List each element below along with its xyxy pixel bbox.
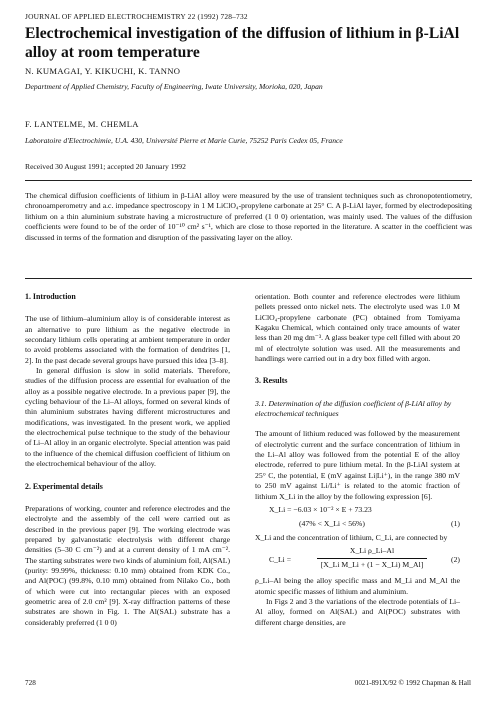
equation-1-line-2: (47% < X_Li < 56%) (299, 518, 365, 528)
paper-title: Electrochemical investigation of the diffusion of lithium in β-LiAl alloy at room temperature (25, 25, 460, 61)
right-column (255, 292, 460, 628)
section-heading-introduction: 1. Introduction (25, 292, 76, 301)
experimental-paragraph: Preparations of working, counter and reference electrodes and the electrolyte and the assembly of the cell were carried out as described in the previous paper [9]. The working electrode was prepared by galvanostatic electrolysis with different charge densities (5–30 C cm⁻²) and at a current density of 1 mA cm⁻². The starting substrates were two kinds of aluminium foil, Al(SAL) (purity: 99.99%, thickness: 0.10 mm) obtained from KDK Co., and Al(POC) (99.8%, 0.10 mm) obtained from Nilako Co., both of which were cut into rectangular pieces with an exposed geometric area of 2.0 cm² [9]. X-ray diffraction patterns of these substrates are shown in Fig. 1. The Al(SAL) substrate has a considerably preferred (1 0 0) (25, 503, 230, 627)
left-column (25, 292, 230, 628)
equation-2-fraction (317, 546, 427, 570)
authors-group-1: N. KUMAGAI, Y. KIKUCHI, K. TANNO (25, 66, 181, 76)
equation-1 (255, 505, 460, 519)
top-divider (25, 180, 472, 181)
equation-2 (255, 546, 460, 576)
equation-2-number: (2) (451, 555, 460, 565)
equation-1-number: (1) (451, 518, 460, 528)
results-paragraph-3: ρ_Li–Al being the alloy specific mass and M_Li and M_Al the atomic specific masses of lithium and aluminium. (255, 576, 460, 596)
copyright-line: 0021-891X/92 © 1992 Chapman & Hall (354, 679, 471, 687)
equation-1-line-1: X_Li = −6.03 × 10⁻² × E + 73.23 (269, 504, 372, 514)
affiliation-1: Department of Applied Chemistry, Faculty of Engineering, Iwate University, Morioka, 020, Japan (25, 82, 323, 91)
results-paragraph-2: X_Li and the concentration of lithium, C_Li, are connected by (255, 532, 448, 542)
subsection-heading: 3.1. Determination of the diffusion coefficient of β-LiAl alloy by electrochemical techniques (255, 398, 452, 419)
intro-paragraph-1: The use of lithium–aluminium alloy is of considerable interest as an alternative to pure lithium as the negative electrode in secondary lithium cells operating at ambient temperature in order to avoid problems associated with the formation of dendrites [1, 2]. In the past decade several groups have pursued this idea [3–8]. (25, 314, 230, 365)
experimental-paragraph-continued: orientation. Both counter and reference electrodes were lithium pellets pressed onto nickel nets. The electrolyte used was 1.0 M LiClO₄-propylene carbonate (PC) obtained from Tomiyama Kagaku Chemical, which contained only trace amounts of water less than 20 mg dm⁻³. A glass beaker type cell filled with about 20 ml of electrolyte solution was used. All the measurements and handlings were carried out in a dry box filled with argon. (255, 292, 460, 364)
affiliation-2: Laboratoire d'Electrochimie, U.A. 430, Université Pierre et Marie Curie, 75252 Paris Cedex 05, France (25, 136, 343, 145)
abstract: The chemical diffusion coefficients of lithium in β-LiAl alloy were measured by the use of transient techniques such as chronopotentiometry, chronoamperometry and a.c. impedance spectroscopy in 1 M LiClO₄-propylene carbonate at 25° C. A β-LiAl layer, formed by electrodepositing lithium on a thin aluminium substrate having a microstructure of preferred (1 0 0) orientation, was mainly used. The values of the diffusion coefficients were found to be of the order of 10⁻¹⁰ cm² s⁻¹, which are close to those reported in the literature. A scatter in the coefficient was discussed in terms of the formation and disruption of the passivating layer on the alloy. (25, 191, 472, 242)
received-dates: Received 30 August 1991; accepted 20 January 1992 (25, 162, 186, 171)
section-heading-experimental: 2. Experimental details (25, 481, 103, 491)
equation-2-lhs: C_Li = (269, 555, 292, 565)
equation-1-condition (255, 519, 460, 533)
equation-2-denominator: [X_Li M_Li + (1 − X_Li) M_Al] (320, 559, 424, 569)
results-paragraph-4: In Figs 2 and 3 the variations of the electrode potentials of Li–Al alloy, formed on Al(SAL) and Al(POC) substrates with different charge densities, are (255, 596, 460, 627)
abstract-divider (25, 278, 472, 279)
results-paragraph-1: The amount of lithium reduced was followed by the measurement of electrolytic current and the surface concentration of lithium in the Li–Al alloy was followed from the potential E of the alloy electrode, referred to pure lithium metal. In the β-LiAl system at 25° C, the potential, E (mV against Li|Li⁺), in the range 380 mV to 250 mV against Li/Li⁺ is related to the atomic fraction of lithium X_Li in the alloy by the following expression [6]. (255, 429, 460, 501)
journal-header: JOURNAL OF APPLIED ELECTROCHEMISTRY 22 (1992) 728–732 (25, 12, 248, 21)
equation-2-numerator: X_Li ρ_Li–Al (317, 546, 427, 558)
intro-paragraph-2: In general diffusion is slow in solid materials. Therefore, studies of the diffusion process are essential for evaluation of the alloy as a possible negative electrode. In a previous paper [9], the cycling behaviour of the Li–Al alloys, formed on several kinds of thin aluminium substrates having different microstructures and modifications, was investigated. In the present work, we applied the electrochemical pulse technique to the study of the behaviour of Li–Al alloy in an organic electrolyte. Special attention was paid to the influence of the chemical diffusion coefficient of lithium on the electrochemical behaviour of the alloy. (25, 366, 230, 469)
authors-group-2: F. LANTELME, M. CHEMLA (25, 119, 139, 129)
section-heading-results: 3. Results (255, 376, 288, 386)
page-number: 728 (25, 679, 36, 687)
